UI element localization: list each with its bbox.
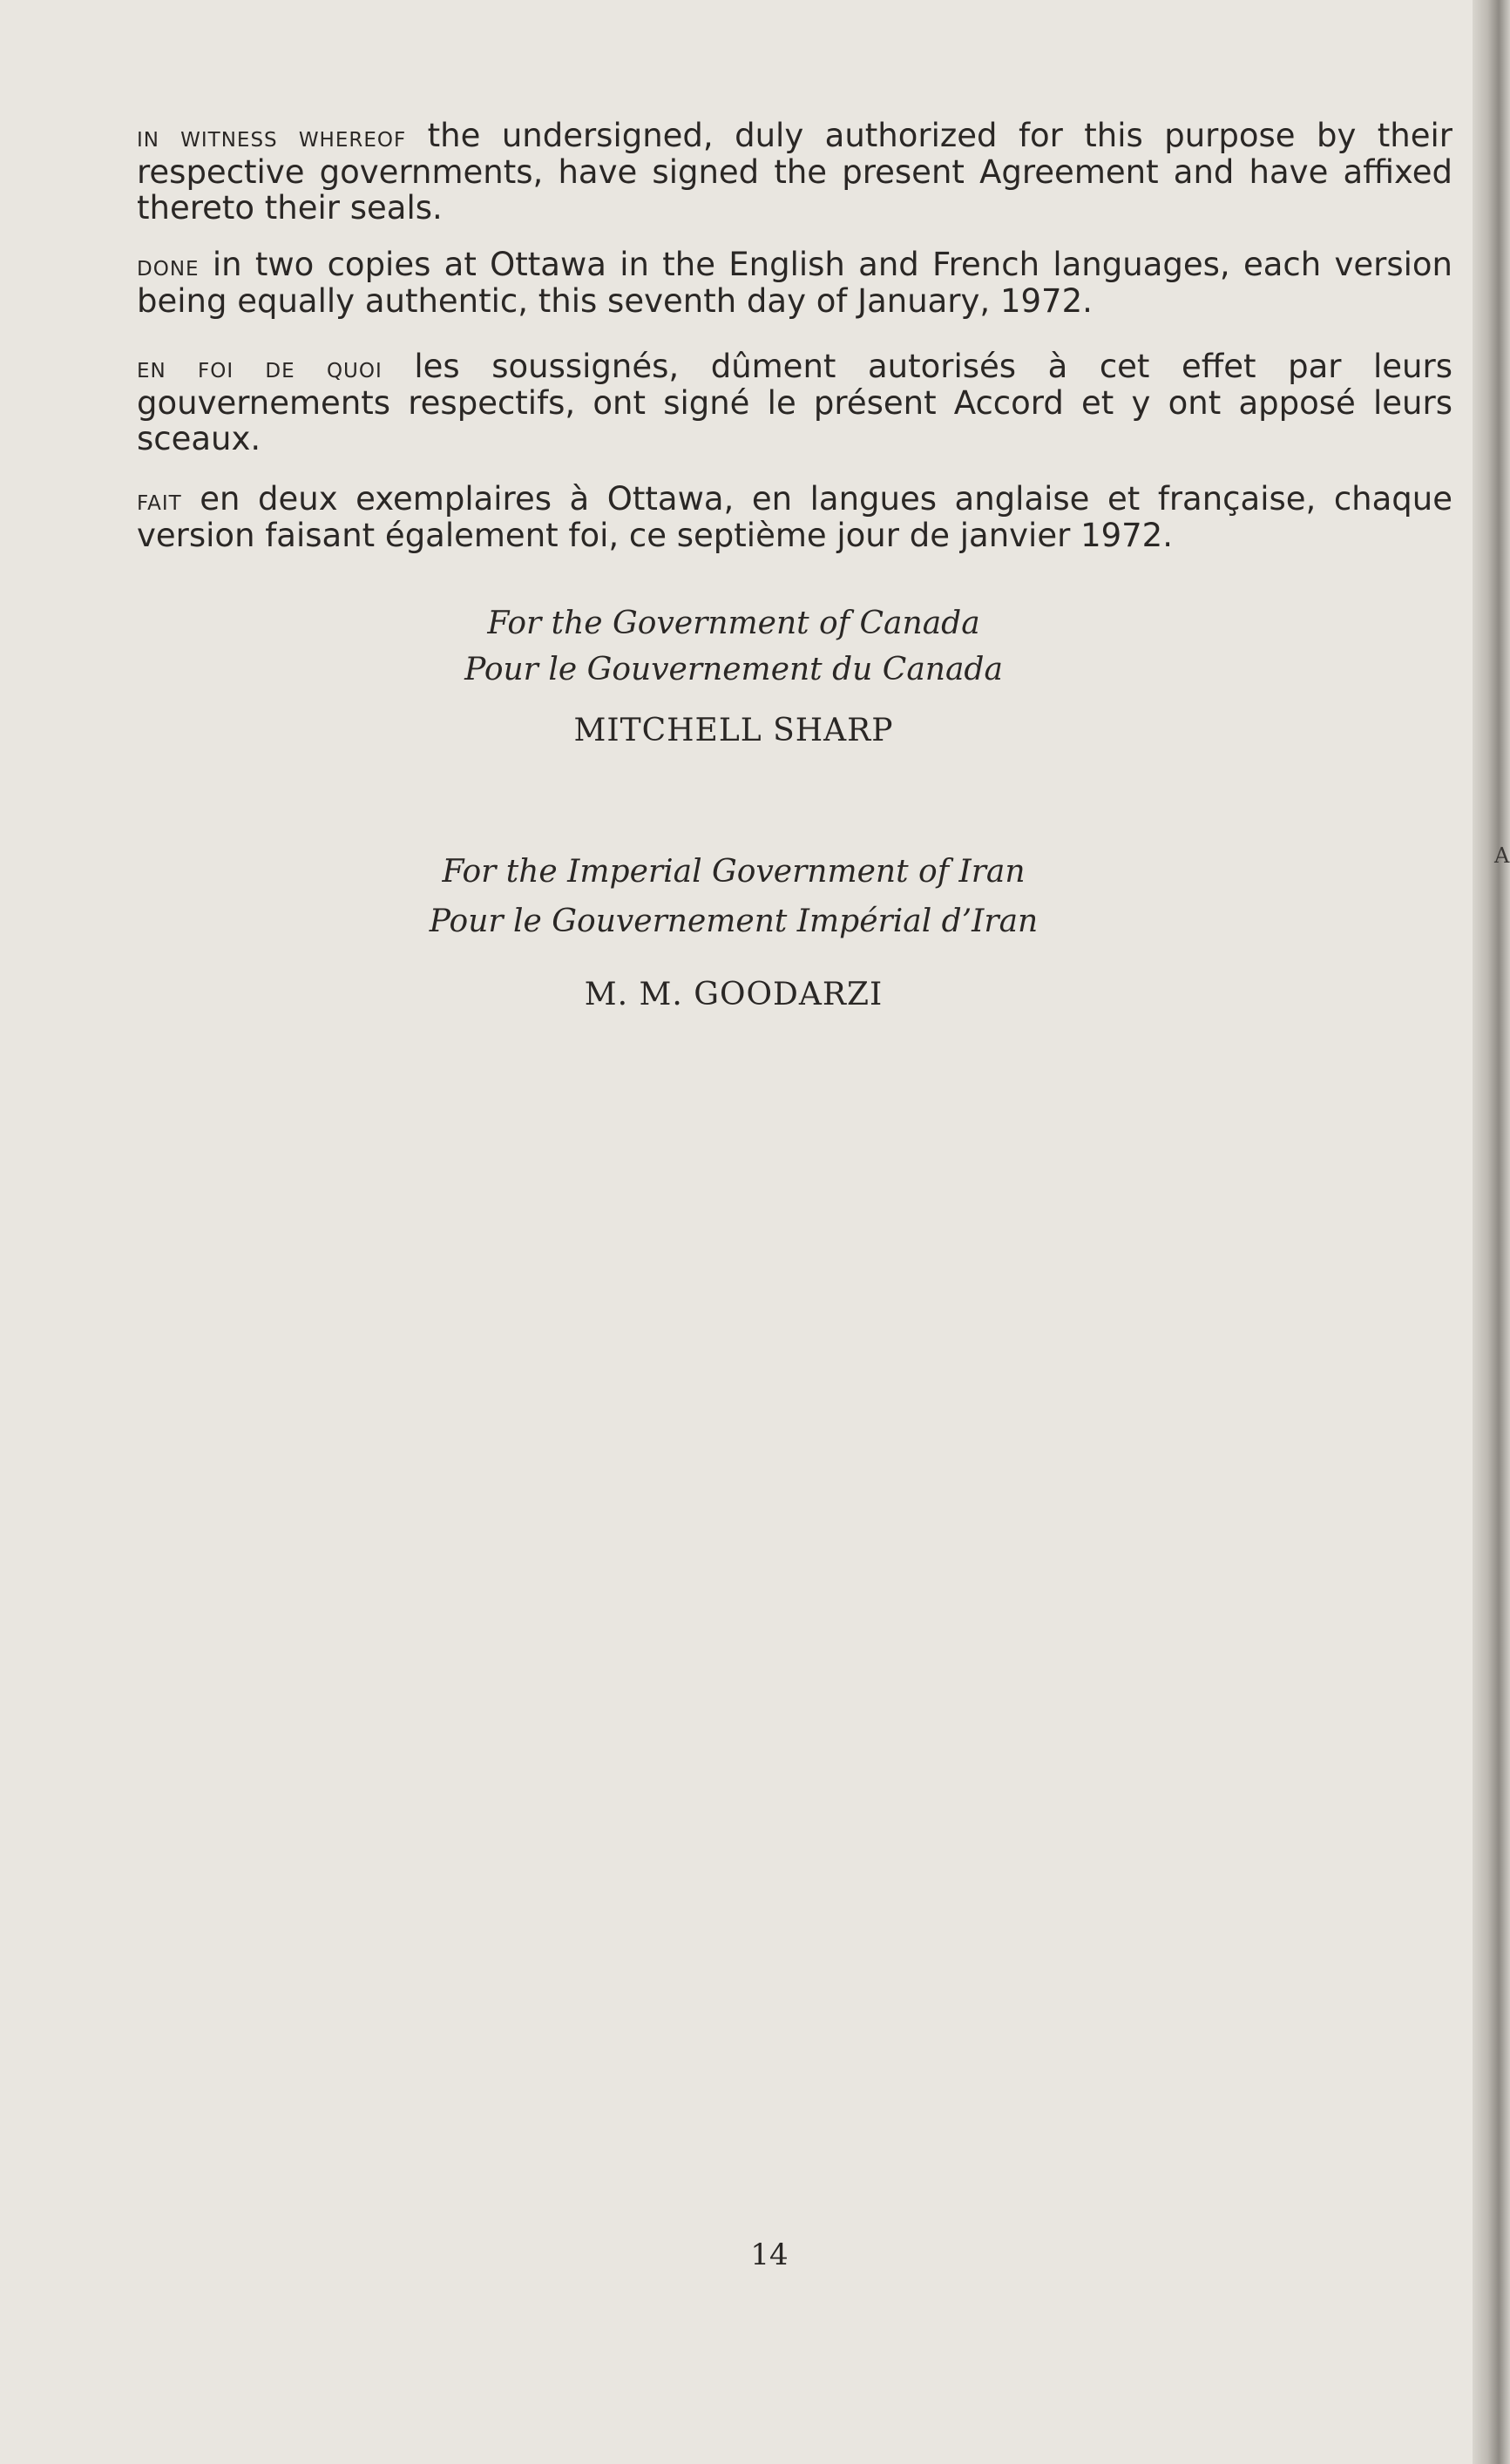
paragraph-lead: fait	[137, 483, 182, 517]
signature-canada-line-fr: Pour le Gouvernement du Canada	[464, 652, 1003, 687]
signature-iran-line-en: For the Imperial Government of Iran	[442, 854, 1026, 890]
paragraph-en-foi-de-quoi	[137, 349, 1452, 457]
signature-iran-line-fr: Pour le Gouvernement Impérial d’Iran	[429, 904, 1039, 939]
paragraph-text: in two copies at Ottawa in the English and French languages, each version being equally authentic, this seventh day of January, 1972.	[137, 246, 1452, 320]
signature-canada-line-en: For the Government of Canada	[487, 606, 980, 641]
paragraph-text: en deux exemplaires à Ottawa, en langues anglaise et française, chaque version faisant également foi, ce septième jour de janvier 1972.	[137, 480, 1452, 554]
paragraph-text: les soussignés, dûment autorisés à cet effet par leurs gouvernements respectifs, ont signé le présent Accord et y ont apposé leurs sceaux.	[137, 348, 1452, 457]
paragraph-lead: in witness whereof	[137, 119, 407, 153]
paragraph-text: the undersigned, duly authorized for this purpose by their respective governments, have signed the present Agreement and have affixed thereto their seals.	[137, 117, 1452, 227]
paragraph-lead: done	[137, 248, 200, 282]
paragraph-in-witness	[137, 118, 1452, 226]
paragraph-fait	[137, 481, 1452, 553]
page-number: 14	[750, 2237, 789, 2272]
signatory-iran-name: M. M. GOODARZI	[584, 977, 884, 1012]
book-spine-edge	[1473, 0, 1510, 2464]
paragraph-lead: en foi de quoi	[137, 350, 383, 384]
signatory-canada-name: MITCHELL SHARP	[573, 713, 894, 748]
paragraph-done	[137, 247, 1452, 319]
margin-letter: A	[1494, 843, 1510, 868]
